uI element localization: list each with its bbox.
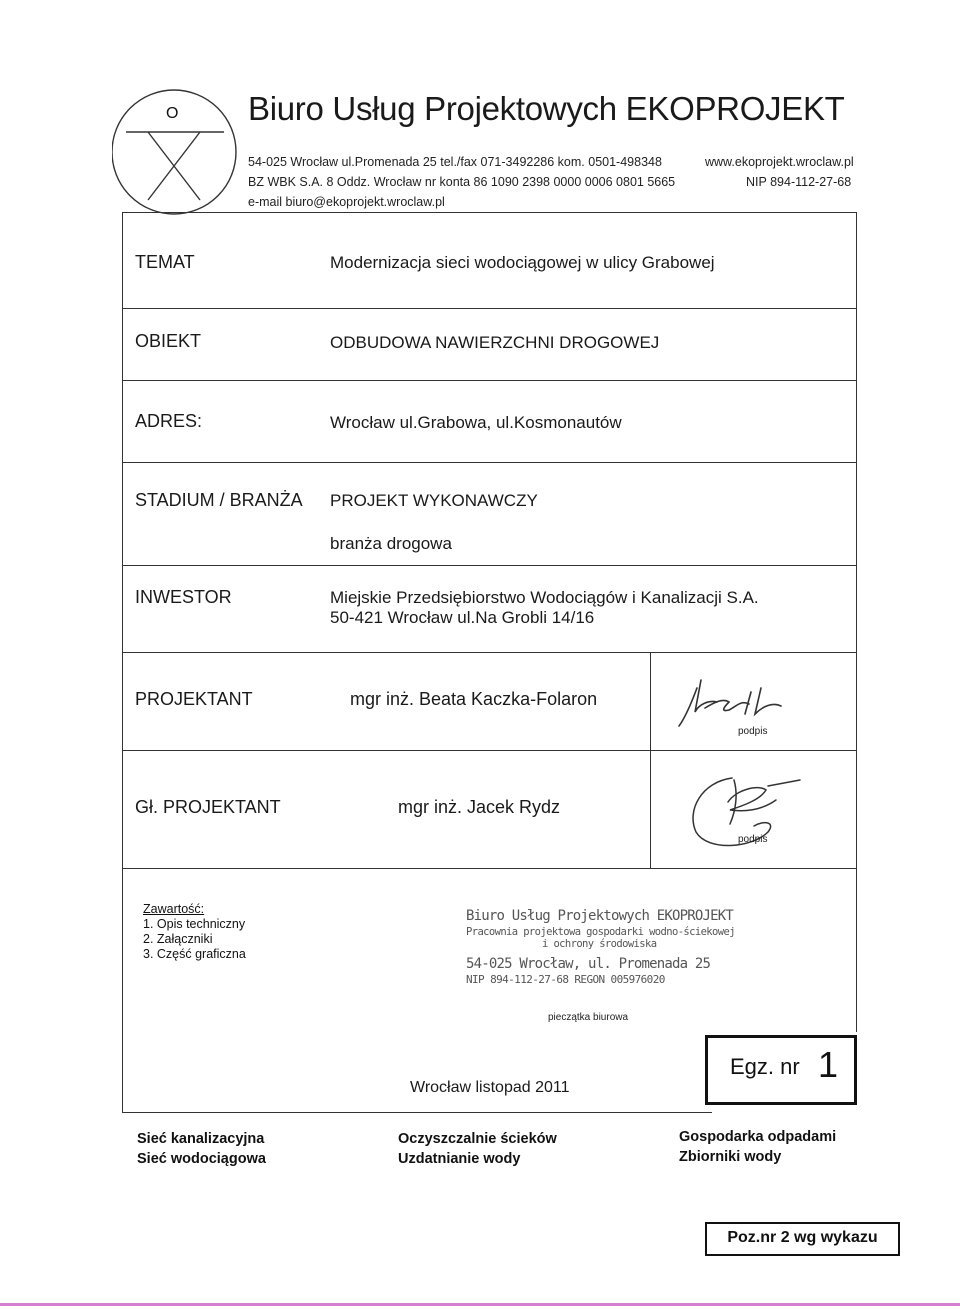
date-place: Wrocław listopad 2011: [410, 1079, 570, 1096]
value-temat: Modernizacja sieci wodociągowej w ulicy Grabowej: [330, 253, 715, 272]
value-inwestor-name: Miejskie Przedsiębiorstwo Wodociągów i Kanalizacji S.A.: [330, 588, 759, 607]
footer-item: Sieć kanalizacyjna: [137, 1131, 265, 1147]
signature-column-divider: [650, 652, 651, 868]
label-adres: ADRES:: [135, 411, 203, 431]
footer-item: Zbiorniki wody: [679, 1149, 782, 1165]
address-line: 54-025 Wrocław ul.Promenada 25 tel./fax 071-3492286 kom. 0501-498348: [248, 155, 662, 169]
table-bottom-border: [122, 1112, 712, 1113]
footer-col-3: [679, 1127, 836, 1167]
company-name: Biuro Usług Projektowych EKOPROJEKT: [248, 90, 845, 127]
footer-col-2: [398, 1129, 557, 1169]
footer-item: Gospodarka odpadami: [679, 1129, 837, 1145]
footer-item: Oczyszczalnie ścieków: [398, 1131, 557, 1147]
footer-col-1: [137, 1129, 266, 1169]
value-branza: branża drogowa: [330, 534, 452, 553]
item-reference: Poz.nr 2 wg wykazu: [727, 1229, 878, 1246]
contents-list: [143, 902, 246, 962]
sign-label-gl-projektant: podpis: [738, 834, 768, 845]
stamp-line: Biuro Usług Projektowych EKOPROJEKT: [466, 908, 734, 924]
row-divider: [122, 308, 856, 309]
value-gl-projektant: mgr inż. Jacek Rydz: [398, 797, 561, 817]
bottom-accent-line: [0, 1303, 960, 1306]
contents-item: 1. Opis techniczny: [143, 917, 246, 931]
bank-line: BZ WBK S.A. 8 Oddz. Wrocław nr konta 86 1090 2398 0000 0006 0801 5665: [248, 175, 676, 189]
logo-letter: O: [166, 105, 179, 122]
signature-gl-projektant: [672, 760, 812, 860]
office-stamp: [466, 908, 736, 986]
row-divider: [122, 750, 856, 751]
contents-heading: Zawartość:: [143, 902, 205, 916]
value-obiekt: ODBUDOWA NAWIERZCHNI DROGOWEJ: [330, 333, 660, 352]
label-stadium: STADIUM / BRANŻA: [135, 490, 303, 510]
copy-number: 1: [818, 1044, 839, 1085]
row-divider: [122, 380, 856, 381]
label-temat: TEMAT: [135, 252, 195, 272]
website: www.ekoprojekt.wroclaw.pl: [705, 155, 854, 169]
item-reference-box: [705, 1222, 900, 1256]
label-inwestor: INWESTOR: [135, 587, 232, 607]
contents-item: 3. Część graficzna: [143, 947, 246, 961]
value-inwestor-address: 50-421 Wrocław ul.Na Grobli 14/16: [330, 608, 595, 627]
stamp-line: 54-025 Wrocław, ul. Promenada 25: [466, 956, 711, 972]
stamp-line: Pracownia projektowa gospodarki wodno-ściekowej: [466, 926, 735, 938]
label-gl-projektant: Gł. PROJEKTANT: [135, 797, 281, 817]
value-stadium: PROJEKT WYKONAWCZY: [330, 491, 538, 510]
value-projektant: mgr inż. Beata Kaczka-Folaron: [350, 689, 598, 709]
nip-header: NIP 894-112-27-68: [746, 175, 852, 189]
company-logo: [112, 80, 262, 230]
table-right-border: [856, 212, 857, 1032]
footer-item: Sieć wodociągowa: [137, 1151, 266, 1167]
table-top-border: [122, 212, 856, 213]
contents-item: 2. Załączniki: [143, 932, 213, 946]
sign-label-projektant: podpis: [738, 726, 768, 737]
row-divider: [122, 868, 856, 869]
footer-item: Uzdatnianie wody: [398, 1151, 521, 1167]
email: e-mail biuro@ekoprojekt.wroclaw.pl: [248, 195, 445, 209]
copy-label: Egz. nr: [730, 1054, 800, 1079]
label-obiekt: OBIEKT: [135, 331, 202, 351]
row-divider: [122, 652, 856, 653]
table-left-border: [122, 212, 123, 1112]
row-divider: [122, 462, 856, 463]
stamp-line: i ochrony środowiska: [542, 938, 657, 950]
copy-number-box: [705, 1035, 857, 1105]
value-adres: Wrocław ul.Grabowa, ul.Kosmonautów: [330, 413, 622, 432]
row-divider: [122, 565, 856, 566]
stamp-line: NIP 894-112-27-68 REGON 005976020: [466, 973, 665, 986]
label-projektant: PROJEKTANT: [135, 689, 253, 709]
stamp-caption: pieczątka biurowa: [548, 1012, 629, 1023]
